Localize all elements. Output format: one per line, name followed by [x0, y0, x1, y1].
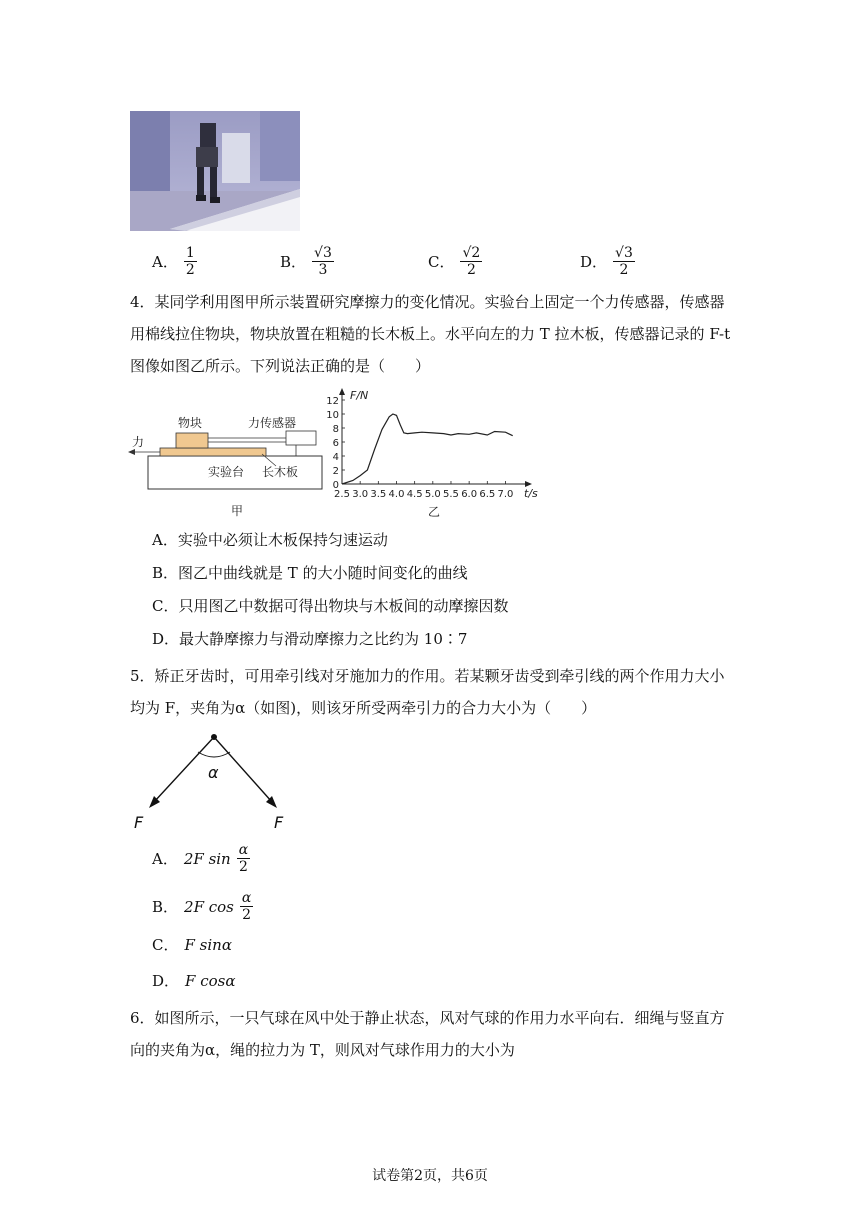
q3-option-d-fraction: $\frac{√3}{2}$	[615, 245, 633, 278]
q3-option-c-fraction: $\frac{√2}{2}$	[462, 245, 481, 278]
x-tick-label: 7.0	[497, 489, 514, 500]
q5-option-a: A． 2F sin $\frac{\alpha}{2}$	[152, 842, 249, 875]
chart-ylabel: F/N	[350, 389, 369, 402]
label-board: 长木板	[262, 465, 299, 479]
q5-force-figure	[128, 728, 308, 832]
q3-option-b-fraction: $\frac{√3}{3}$	[314, 245, 332, 278]
y-tick-label: 2	[332, 466, 339, 477]
q3-option-c: C． $\frac{√2}{2}$	[428, 245, 481, 278]
y-tick-label: 10	[326, 410, 339, 421]
long-board	[160, 448, 266, 456]
q5-option-b-fraction: $\frac{\alpha}{2}$	[241, 890, 252, 923]
q5-option-b: B． 2F cos $\frac{\alpha}{2}$	[152, 890, 252, 923]
caption-jia: 甲	[231, 504, 244, 518]
block	[176, 433, 208, 448]
x-tick-label: 4.5	[406, 489, 423, 500]
caption-yi: 乙	[428, 505, 441, 519]
q4-stem-line-1: 4．某同学利用图甲所示装置研究摩擦力的变化情况。实验台上固定一个力传感器，传感器	[130, 293, 725, 311]
q4-figure-jia	[128, 410, 328, 520]
force-time-curve	[342, 414, 513, 484]
q4-option-d: D．最大静摩擦力与滑动摩擦力之比约为 10∶7	[152, 630, 468, 648]
chart-xlabel: t/s	[524, 487, 538, 500]
robot-photo	[130, 111, 300, 231]
page-footer: 试卷第2页，共6页	[372, 1168, 488, 1184]
label-table: 实验台	[208, 465, 245, 479]
q3-option-a-fraction: $\frac{1}{2}$	[185, 245, 195, 278]
x-tick-label: 3.0	[352, 489, 369, 500]
x-tick-label: 6.5	[479, 489, 496, 500]
q4-option-b: B．图乙中曲线就是 T 的大小随时间变化的曲线	[152, 564, 468, 582]
angle-label: α	[208, 763, 219, 782]
q4-stem-line-3: 图像如图乙所示。下列说法正确的是（ ）	[130, 357, 431, 375]
y-tick-label: 6	[332, 438, 339, 449]
x-tick-label: 2.5	[334, 489, 350, 500]
y-tick-label: 8	[332, 424, 339, 435]
x-tick-label: 6.0	[461, 489, 478, 500]
x-tick-label: 5.0	[424, 489, 441, 500]
q6-stem-line-2: 向的夹角为α，绳的拉力为 T，则风对气球作用力的大小为	[130, 1041, 515, 1059]
q4-stem-line-2: 用棉线拉住物块，物块放置在粗糙的长木板上。水平向左的力 T 拉木板，传感器记录的 F-t	[130, 325, 731, 343]
q4-option-c: C．只用图乙中数据可得出物块与木板间的动摩擦因数	[152, 597, 509, 615]
q3-option-b: B． $\frac{√3}{3}$	[280, 245, 332, 278]
y-axis-arrow-icon	[339, 388, 345, 395]
angle-arc	[198, 752, 230, 757]
q6-stem-line-1: 6．如图所示，一只气球在风中处于静止状态，风对气球的作用力水平向右．细绳与竖直方	[130, 1009, 725, 1027]
q4-figure-yi-chart	[328, 390, 548, 520]
q4-option-a: A．实验中必须让木板保持匀速运动	[152, 531, 388, 549]
y-tick-label: 12	[326, 396, 339, 407]
x-tick-label: 3.5	[370, 489, 387, 500]
label-force: 力	[132, 435, 145, 449]
y-tick-label: 4	[332, 452, 339, 463]
q5-option-d: D． F cosα	[152, 971, 236, 990]
y-tick-label: 0	[332, 480, 339, 491]
q5-option-a-fraction: $\frac{\alpha}{2}$	[238, 842, 249, 875]
right-force-label: F	[274, 813, 284, 832]
q5-stem-line-2: 均为 F，夹角为α（如图)，则该牙所受两牵引力的合力大小为（ ）	[130, 699, 597, 717]
force-sensor	[286, 431, 316, 445]
pull-arrow-icon	[128, 449, 135, 455]
x-tick-label: 5.5	[443, 489, 459, 500]
q5-stem-line-1: 5．矫正牙齿时，可用牵引线对牙施加力的作用。若某颗牙齿受到牵引线的两个作用力大小	[130, 667, 725, 685]
label-block: 物块	[178, 416, 203, 430]
label-sensor: 力传感器	[248, 416, 297, 430]
q3-option-a: A． $\frac{1}{2}$	[152, 245, 195, 278]
left-force-label: F	[134, 813, 144, 832]
x-tick-label: 4.0	[388, 489, 405, 500]
q5-option-c: C． F sinα	[152, 935, 232, 954]
q3-option-d: D． $\frac{√3}{2}$	[580, 245, 633, 278]
